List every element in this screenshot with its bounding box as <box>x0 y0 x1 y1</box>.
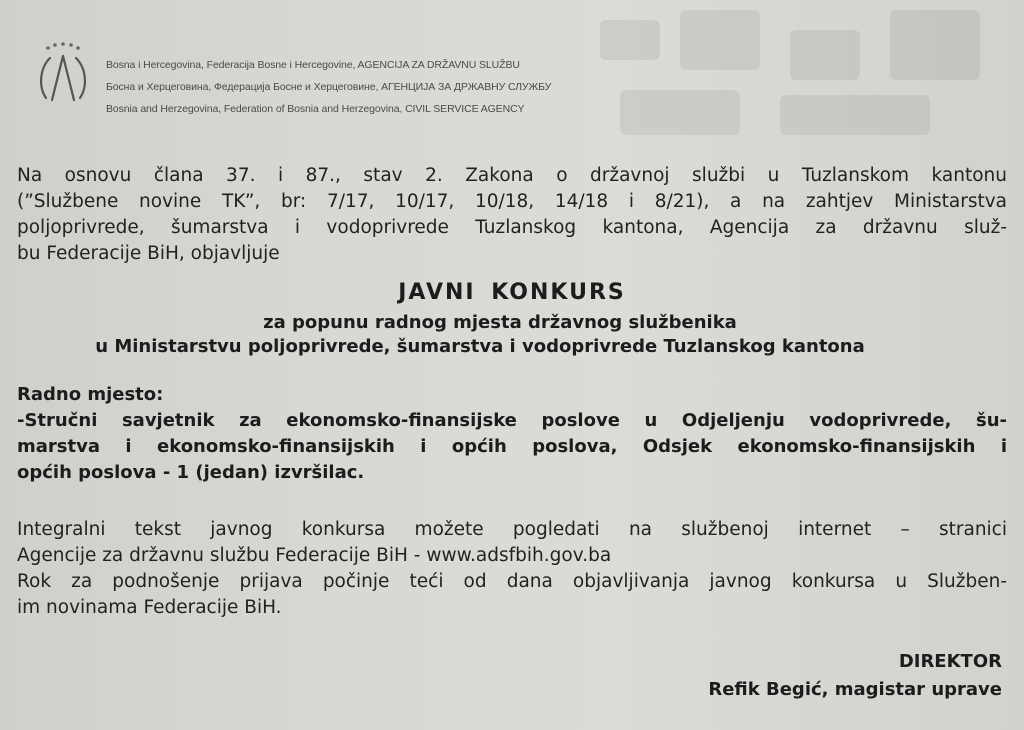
notice-subtitle: za popunu radnog mjesta državnog službenika <box>263 312 737 333</box>
intro-line: (”Službene novine TK”, br: 7/17, 10/17, 10/18, 14/18 i 8/21), a na zahtjev Ministarstva <box>17 191 1007 212</box>
position-line: marstva i ekonomsko-finansijskih i općih poslova, Odsjek ekonomsko-finansijskih i <box>17 436 1007 457</box>
intro-line: Na osnovu člana 37. i 87., stav 2. Zakona o državnoj službi u Tuzlanskom kantonu <box>17 165 1007 186</box>
intro-line: bu Federacije BiH, objavljuje <box>17 243 280 264</box>
closing-line: im novinama Federacije BiH. <box>17 597 282 618</box>
agency-logo-icon <box>28 38 98 113</box>
agency-line-english: Bosnia and Herzegovina, Federation of Bosnia and Herzegovina, CIVIL SERVICE AGENCY <box>106 103 525 115</box>
closing-line: Integralni tekst javnog konkursa možete pogledati na službenoj internet – stranici <box>17 519 1007 540</box>
closing-paragraph <box>17 517 1007 621</box>
notice-title: JAVNI KONKURS <box>398 280 626 305</box>
signature-role: DIREKTOR <box>898 651 1002 672</box>
intro-paragraph <box>17 163 1007 267</box>
agency-names <box>106 54 551 120</box>
position-line: općih poslova - 1 (jedan) izvršilac. <box>17 462 365 483</box>
notice-subtitle-ministry: u Ministarstvu poljoprivrede, šumarstva i vodoprivrede Tuzlanskog kantona <box>95 336 865 357</box>
agency-line-serbian: Босна и Херцеговина, Федерација Босне и Херцеговине, АГЕНЦИЈА ЗА ДРЖАВНУ СЛУЖБУ <box>106 81 552 93</box>
signature-block <box>708 648 1002 704</box>
position-line: -Stručni savjetnik za ekonomsko-finansijske poslove u Odjeljenju vodoprivrede, šu- <box>17 410 1007 431</box>
closing-line: Rok za podnošenje prijava počinje teći od dana objavljivanja javnog konkursa u Služben- <box>17 571 1007 592</box>
position-label: Radno mjesto: <box>17 384 164 405</box>
agency-header <box>28 38 728 118</box>
agency-line-bosnian: Bosna i Hercegovina, Federacija Bosne i Hercegovine, AGENCIJA ZA DRŽAVNU SLUŽBU <box>106 59 520 71</box>
closing-line-website: Agencije za državnu službu Federacije BiH - www.adsfbih.gov.ba <box>17 545 612 566</box>
signature-name: Refik Begić, magistar uprave <box>708 679 1002 700</box>
position-section <box>17 382 1007 486</box>
intro-line: poljoprivrede, šumarstva i vodoprivrede Tuzlanskog kantona, Agencija za državnu služ- <box>17 217 1007 238</box>
